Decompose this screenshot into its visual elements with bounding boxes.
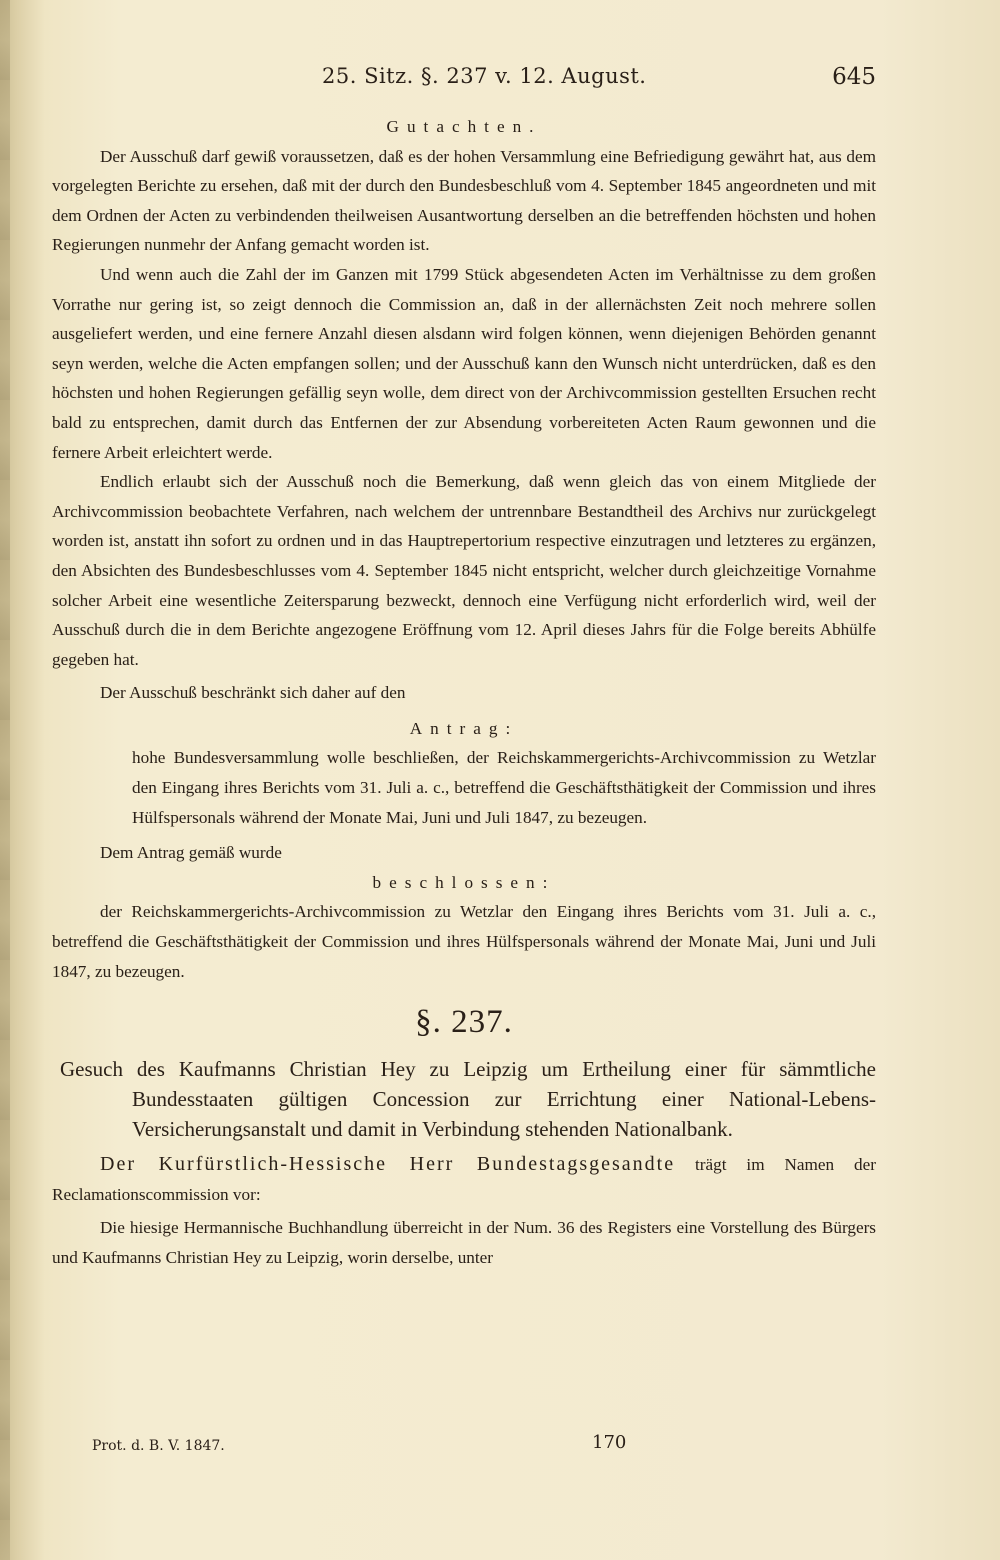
antrag-heading: Antrag:: [409, 718, 519, 738]
section-number: §. 237.: [415, 1004, 513, 1041]
lead-rest: trägt im Namen der Reclamationscommission vor:: [52, 1155, 876, 1204]
section-lead: [52, 1150, 876, 1209]
beschluss-heading: beschlossen:: [372, 872, 556, 892]
beschluss-text: der Reichskammergerichts-Archivcommission zu Wetzlar den Eingang ihres Berichts vom 31. Juli a. c., betreffend die Geschäftsthätigkeit der Commission und ihres Hülfspersonals während der Monate Mai, Juni und Juli 1847, zu bezeugen.: [52, 902, 876, 981]
running-header: [52, 64, 876, 98]
gutachten-heading: Gutachten.: [386, 117, 542, 136]
book-spine-shadow: [0, 0, 10, 1560]
page-body: [52, 112, 876, 1273]
page-footer: [52, 1432, 876, 1462]
gutachten-paragraph-1: Der Ausschuß darf gewiß voraussetzen, daß es der hohen Versammlung eine Befriedigung gewährt hat, aus dem vorgelegten Berichte zu ersehen, daß mit der durch den Bundesbeschluß vom 4. September 1845 angeordneten und mit dem Ordnen der Acten zu verbindenden theilweisen Ausantwortung derselben an die betreffenden höchsten und hohen Regierungen nunmehr der Anfang gemacht worden ist.: [52, 146, 876, 255]
header-title: 25. Sitz. §. 237 v. 12. August.: [322, 64, 647, 88]
gutachten-paragraph-2: Und wenn auch die Zahl der im Ganzen mit 1799 Stück abgesendeten Acten im Verhältnisse zu dem großen Vorrathe nur gering ist, so zeigt dennoch die Commission an, daß in der allernächsten Zeit noch mehrere sollen ausgeliefert werden, und eine fernere Anzahl diesen alsdann wird folgen können, wenn diejenigen Behörden genannt seyn werden, welche die Acten empfangen sollen; und der Ausschuß kann den Wunsch nicht unterdrücken, daß es den höchsten und hohen Regierungen gefällig seyn wolle, dem direct von der Archivcommission gestellten Ersuchen recht bald zu entsprechen, damit durch das Entfernen der zur Absendung vorbereiteten Acten Raum gewonnen und die fernere Arbeit erleichtert werde.: [52, 264, 876, 462]
antrag-text: hohe Bundesversammlung wolle beschließen, der Reichskammergerichts-Archivcommission zu Wetzlar den Eingang ihres Berichts vom 31. Juli a. c., betreffend die Geschäftsthätigkeit der Commission und ihres Hülfspersonals während der Monate Mai, Juni und Juli 1847, zu bezeugen.: [132, 748, 876, 827]
page-number: 645: [832, 64, 876, 90]
gutachten-paragraph-3: Endlich erlaubt sich der Ausschuß noch die Bemerkung, daß wenn gleich das von einem Mitgliede der Archivcommission beobachtete Verfahren, nach welchem der untrennbare Bestandtheil des Archivs nur zurückgelegt worden ist, anstatt ihn sofort zu ordnen und in das Hauptrepertorium respective einzutragen und letzteres zu ergänzen, den Absichten des Bundesbeschlusses vom 4. September 1845 nicht entspricht, welcher durch gleichzeitige Vornahme solcher Arbeit eine wesentliche Zeitersparung bezweckt, dennoch eine Verfügung nicht erforderlich wird, weil der Ausschuß durch die in dem Berichte angezogene Eröffnung vom 12. April dieses Jahrs für die Folge bereits Abhülfe gegeben hat.: [52, 472, 876, 669]
footer-signature: 170: [592, 1432, 627, 1453]
gutachten-paragraph-4: Der Ausschuß beschränkt sich daher auf den: [100, 683, 406, 703]
section-rubric: Gesuch des Kaufmanns Christian Hey zu Leipzig um Ertheilung einer für sämmtliche Bundesstaaten gültigen Concession zur Errichtung einer National-Lebens-Versicherungsanstalt und damit in Verbindung stehenden Nationalbank.: [60, 1057, 876, 1142]
footer-reference: Prot. d. B. V. 1847.: [92, 1438, 225, 1454]
lead-speaker: Der Kurfürstlich-Hessische Herr Bundestagsgesandte: [100, 1153, 676, 1176]
beschluss-intro: Dem Antrag gemäß wurde: [100, 843, 282, 863]
section-paragraph-1: Die hiesige Hermannische Buchhandlung überreicht in der Num. 36 des Registers eine Vorstellung des Bürgers und Kaufmanns Christian Hey zu Leipzig, worin derselbe, unter: [52, 1218, 876, 1267]
